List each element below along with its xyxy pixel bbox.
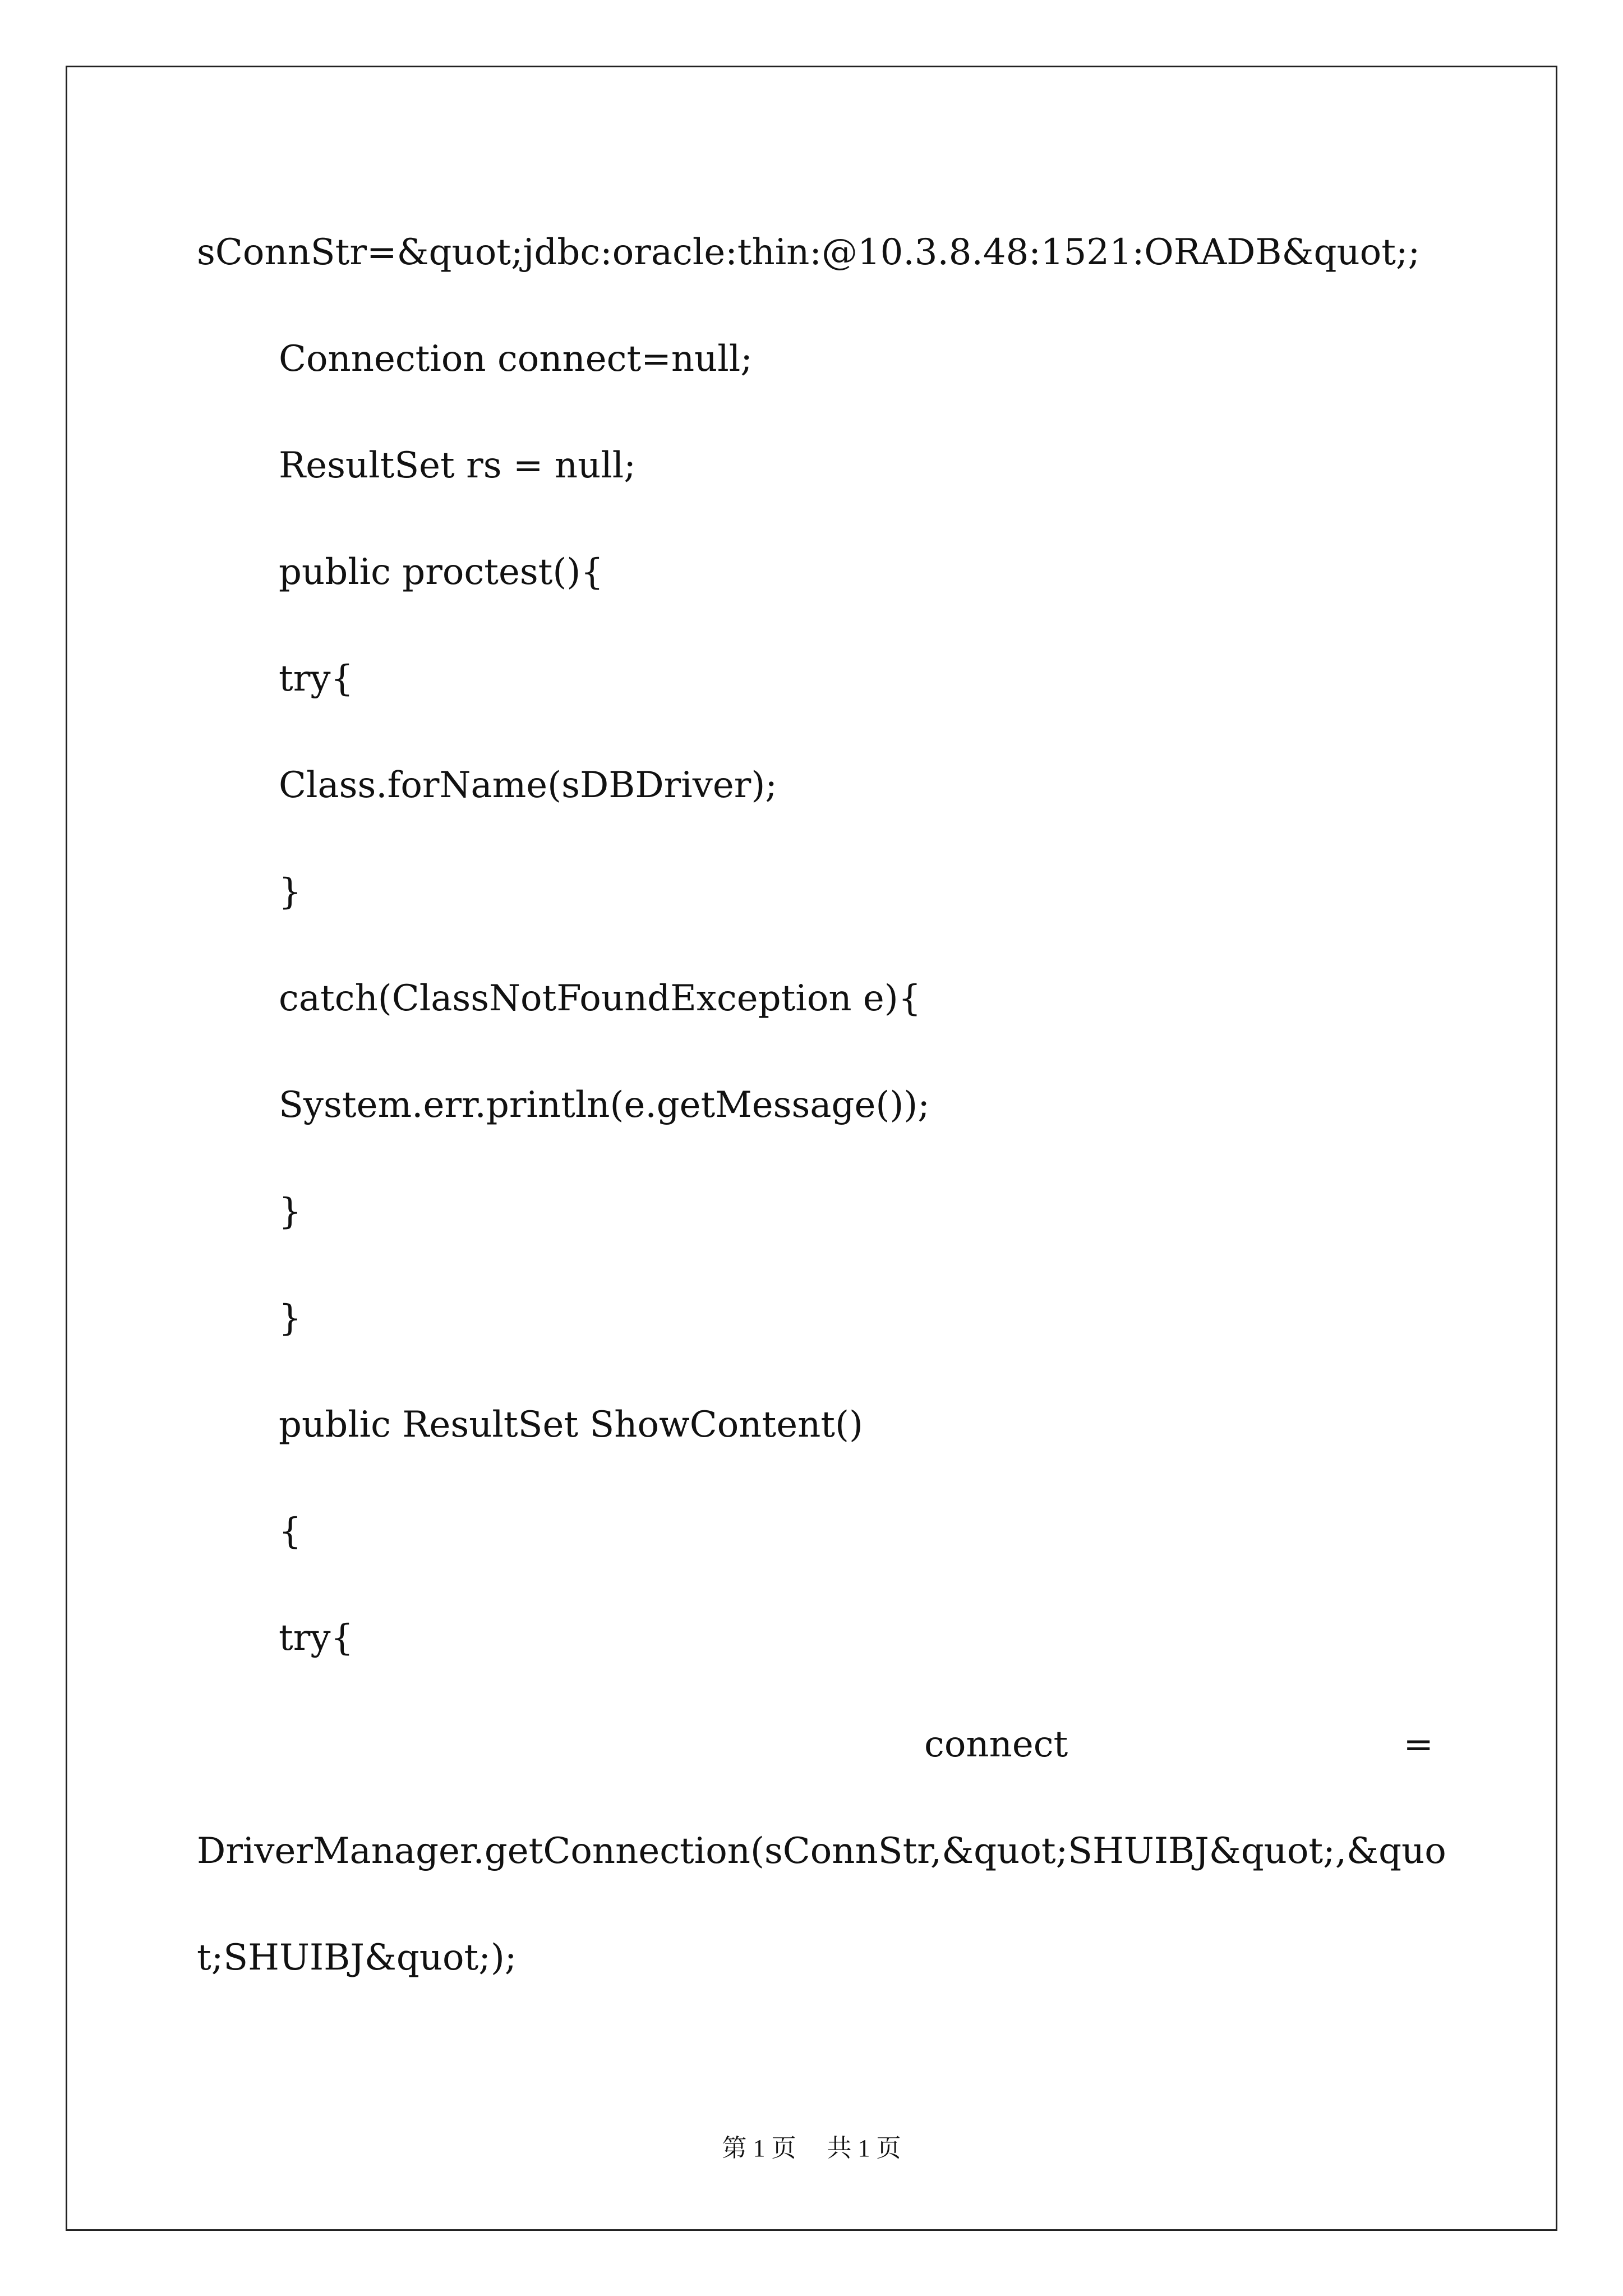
code-line-constructor: public proctest(){ bbox=[279, 551, 604, 593]
code-line-getconnection: DriverManager.getConnection(sConnStr,&quot;SHUIBJ&quot;,&quo bbox=[197, 1830, 1446, 1872]
page-border bbox=[66, 66, 1557, 2231]
code-line-connstr: sConnStr=&quot;jdbc:oracle:thin:@10.3.8.48:1521:ORADB&quot;; bbox=[197, 232, 1421, 273]
page-footer: 第 1 页 共 1 页 bbox=[722, 2134, 901, 2162]
code-line-println: System.err.println(e.getMessage()); bbox=[279, 1084, 930, 1126]
code-line-try: try{ bbox=[279, 658, 354, 700]
code-line-try: try{ bbox=[279, 1617, 354, 1659]
code-line-catch: catch(ClassNotFoundException e){ bbox=[279, 978, 921, 1019]
connect-word: connect bbox=[924, 1724, 1068, 1765]
code-line-forname: Class.forName(sDBDriver); bbox=[279, 765, 777, 806]
equals-sign: = bbox=[1403, 1724, 1433, 1765]
code-line-open-brace: { bbox=[279, 1511, 302, 1552]
code-line-close-brace: } bbox=[279, 871, 302, 913]
code-line-showcontent: public ResultSet ShowContent() bbox=[279, 1404, 863, 1446]
code-line-connection: Connection connect=null; bbox=[279, 338, 753, 380]
code-line-close-brace: } bbox=[279, 1297, 302, 1339]
code-line-resultset: ResultSet rs = null; bbox=[279, 445, 636, 486]
code-line-close-brace: } bbox=[279, 1191, 302, 1232]
code-line-getconnection-end: t;SHUIBJ&quot;); bbox=[197, 1937, 517, 1978]
